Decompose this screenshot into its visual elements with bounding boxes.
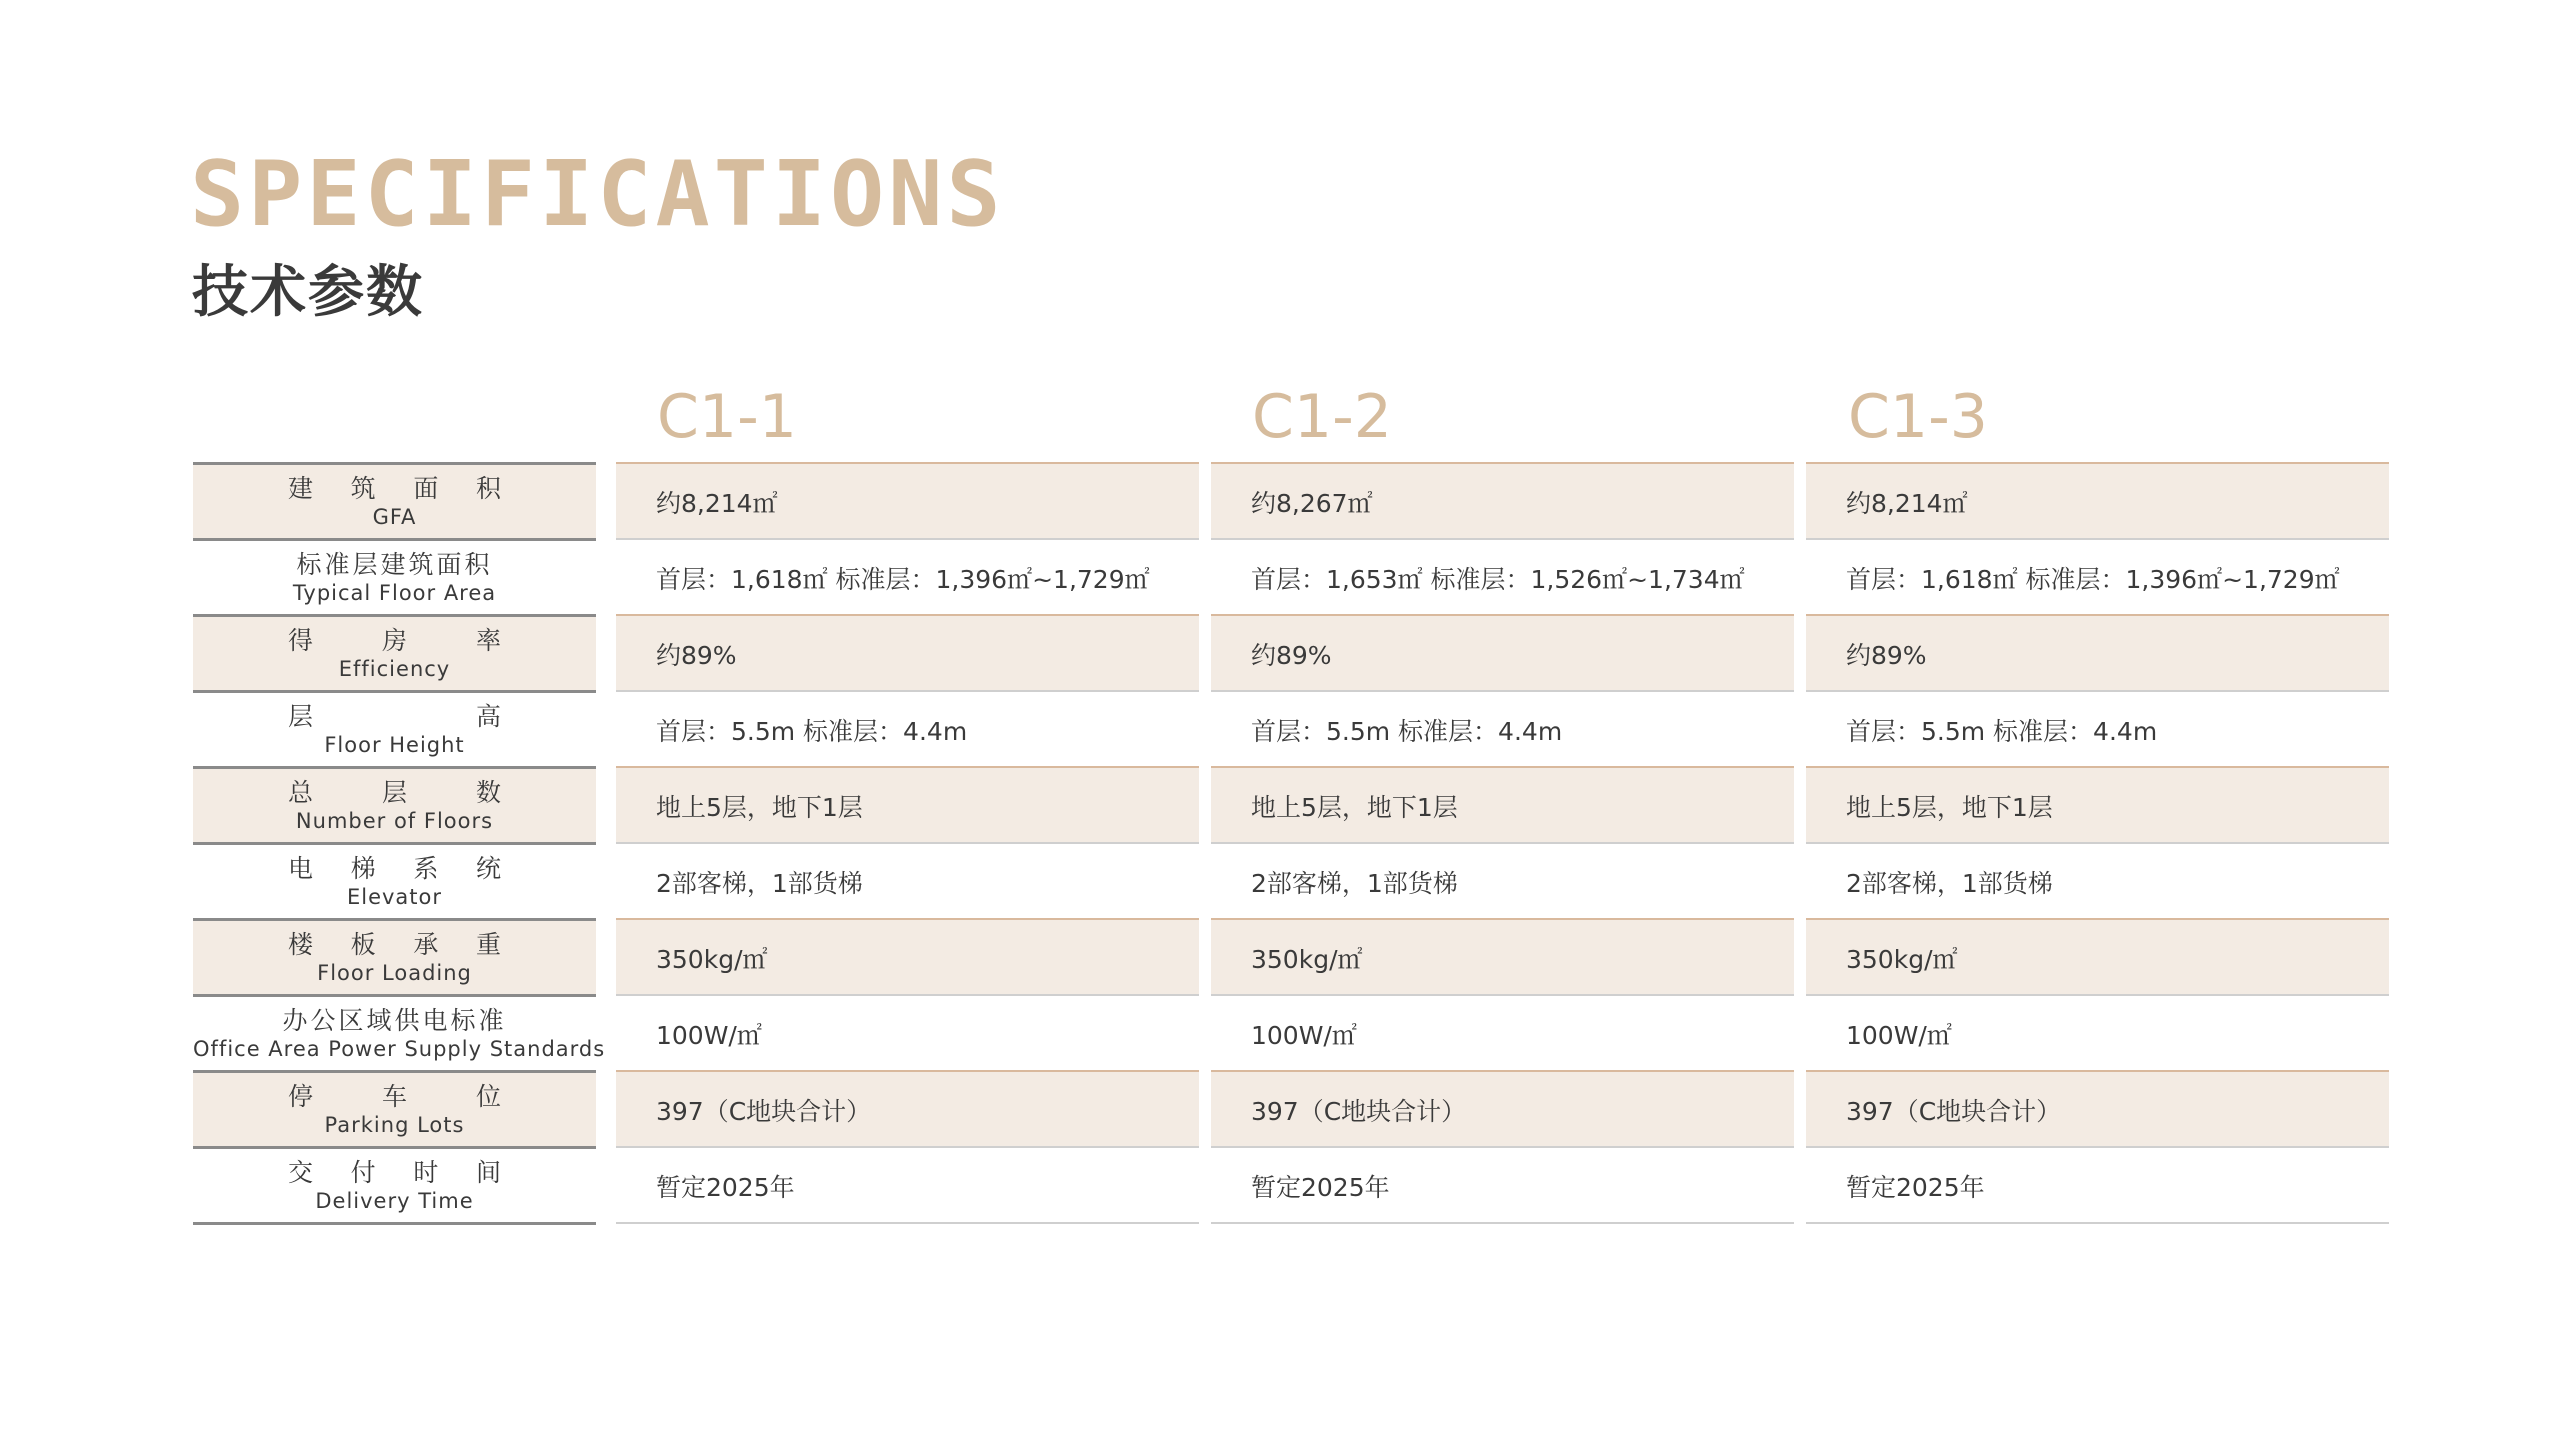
spec-label-cn [193, 1158, 596, 1188]
spec-label-en: Elevator [346, 885, 443, 909]
spec-label-row [193, 462, 596, 538]
spec-label-char: 层 [381, 778, 407, 807]
spec-value-cell: 397（C地块合计） [616, 1070, 1199, 1146]
spec-value-cell: 100W/㎡ [616, 994, 1199, 1070]
spec-label-row [193, 614, 596, 690]
spec-label-char: 高 [475, 702, 501, 731]
spec-label-row [193, 690, 596, 766]
spec-label-char: 房 [381, 626, 407, 655]
spec-label-char: 承 [413, 930, 439, 959]
spec-label-cn [193, 702, 596, 732]
spec-label-row [193, 1070, 596, 1146]
spec-label-char: 数 [475, 778, 501, 807]
spec-label-char: 得 [288, 626, 314, 655]
spec-value-cell: 首层：5.5m 标准层：4.4m [1211, 690, 1794, 766]
spec-label-en: Number of Floors [295, 809, 494, 833]
spec-label-cn: 标准层建筑面积 [296, 550, 493, 579]
spec-label-char: 建 [288, 474, 314, 503]
spec-label-en: Efficiency [338, 657, 451, 681]
spec-value-cell: 首层：1,653㎡ 标准层：1,526㎡~1,734㎡ [1211, 538, 1794, 614]
spec-value-cell: 397（C地块合计） [1806, 1070, 2389, 1146]
spec-label-char: 率 [475, 626, 501, 655]
spec-label-cn [193, 626, 596, 656]
page-title-cn: 技术参数 [192, 260, 424, 325]
spec-label-row [193, 918, 596, 994]
spec-label-char: 时 [413, 1158, 439, 1187]
spec-value-cell: 约89% [1211, 614, 1794, 690]
spec-value-cell: 2部客梯，1部货梯 [1211, 842, 1794, 918]
spec-label-char: 面 [413, 474, 439, 503]
spec-value-cell: 2部客梯，1部货梯 [1806, 842, 2389, 918]
spec-label-cn [193, 854, 596, 884]
spec-label-char: 位 [475, 1082, 501, 1111]
spec-value-cell: 首层：1,618㎡ 标准层：1,396㎡~1,729㎡ [616, 538, 1199, 614]
spec-label-row [193, 766, 596, 842]
spec-label-en: Delivery Time [315, 1189, 474, 1213]
spec-label-cn [193, 778, 596, 808]
spec-label-en: GFA [372, 505, 417, 529]
spec-value-cell: 首层：5.5m 标准层：4.4m [1806, 690, 2389, 766]
spec-label-char: 筑 [350, 474, 376, 503]
spec-value-cell: 397（C地块合计） [1211, 1070, 1794, 1146]
spec-value-cell: 首层：1,618㎡ 标准层：1,396㎡~1,729㎡ [1806, 538, 2389, 614]
spec-value-cell: 暂定2025年 [1211, 1146, 1794, 1224]
spec-label-cn [193, 930, 596, 960]
spec-value-cell: 约8,214㎡ [1806, 462, 2389, 538]
spec-value-cell: 350kg/㎡ [1806, 918, 2389, 994]
spec-label-char: 电 [288, 854, 314, 883]
spec-column-c1-3 [1806, 462, 2389, 1224]
spec-label-row [193, 1146, 596, 1225]
spec-value-cell: 暂定2025年 [616, 1146, 1199, 1224]
spec-label-char: 间 [475, 1158, 501, 1187]
spec-label-char: 交 [288, 1158, 314, 1187]
spec-label-column [193, 462, 606, 1225]
spec-label-char: 付 [350, 1158, 376, 1187]
column-header-c1-3: C1-3 [1848, 382, 1988, 452]
spec-value-cell: 暂定2025年 [1806, 1146, 2389, 1224]
spec-value-cell: 约89% [616, 614, 1199, 690]
spec-label-row [193, 994, 606, 1070]
spec-label-cn [193, 1082, 596, 1112]
spec-column-c1-1 [616, 462, 1199, 1224]
spec-value-cell: 约8,214㎡ [616, 462, 1199, 538]
spec-label-cn: 办公区域供电标准 [282, 1006, 507, 1035]
spec-label-char: 车 [381, 1082, 407, 1111]
spec-column-c1-2 [1211, 462, 1794, 1224]
spec-label-char: 梯 [350, 854, 376, 883]
page-title-en: SPECIFICATIONS [190, 142, 1005, 247]
spec-label-char: 板 [350, 930, 376, 959]
spec-label-char: 重 [475, 930, 501, 959]
spec-label-en: Office Area Power Supply Standards [193, 1037, 606, 1061]
spec-value-cell: 100W/㎡ [1211, 994, 1794, 1070]
spec-label-row [193, 842, 596, 918]
spec-label-char: 积 [475, 474, 501, 503]
spec-label-char: 楼 [288, 930, 314, 959]
spec-value-cell: 100W/㎡ [1806, 994, 2389, 1070]
spec-value-cell: 首层：5.5m 标准层：4.4m [616, 690, 1199, 766]
spec-label-char: 层 [288, 702, 314, 731]
spec-label-en: Typical Floor Area [292, 581, 497, 605]
spec-label-en: Floor Loading [317, 961, 472, 985]
column-header-c1-2: C1-2 [1252, 382, 1392, 452]
spec-value-cell: 约8,267㎡ [1211, 462, 1794, 538]
spec-value-cell: 地上5层，地下1层 [616, 766, 1199, 842]
spec-value-cell: 地上5层，地下1层 [1806, 766, 2389, 842]
spec-value-cell: 地上5层，地下1层 [1211, 766, 1794, 842]
spec-label-cn [193, 474, 596, 504]
spec-label-char: 停 [288, 1082, 314, 1111]
spec-label-en: Floor Height [324, 733, 465, 757]
spec-label-char: 统 [475, 854, 501, 883]
spec-label-char: 系 [413, 854, 439, 883]
spec-value-cell: 350kg/㎡ [1211, 918, 1794, 994]
spec-label-char: 总 [288, 778, 314, 807]
spec-label-row [193, 538, 596, 614]
spec-label-en: Parking Lots [324, 1113, 465, 1137]
spec-value-cell: 2部客梯，1部货梯 [616, 842, 1199, 918]
spec-value-cell: 350kg/㎡ [616, 918, 1199, 994]
column-header-c1-1: C1-1 [657, 382, 797, 452]
spec-value-cell: 约89% [1806, 614, 2389, 690]
